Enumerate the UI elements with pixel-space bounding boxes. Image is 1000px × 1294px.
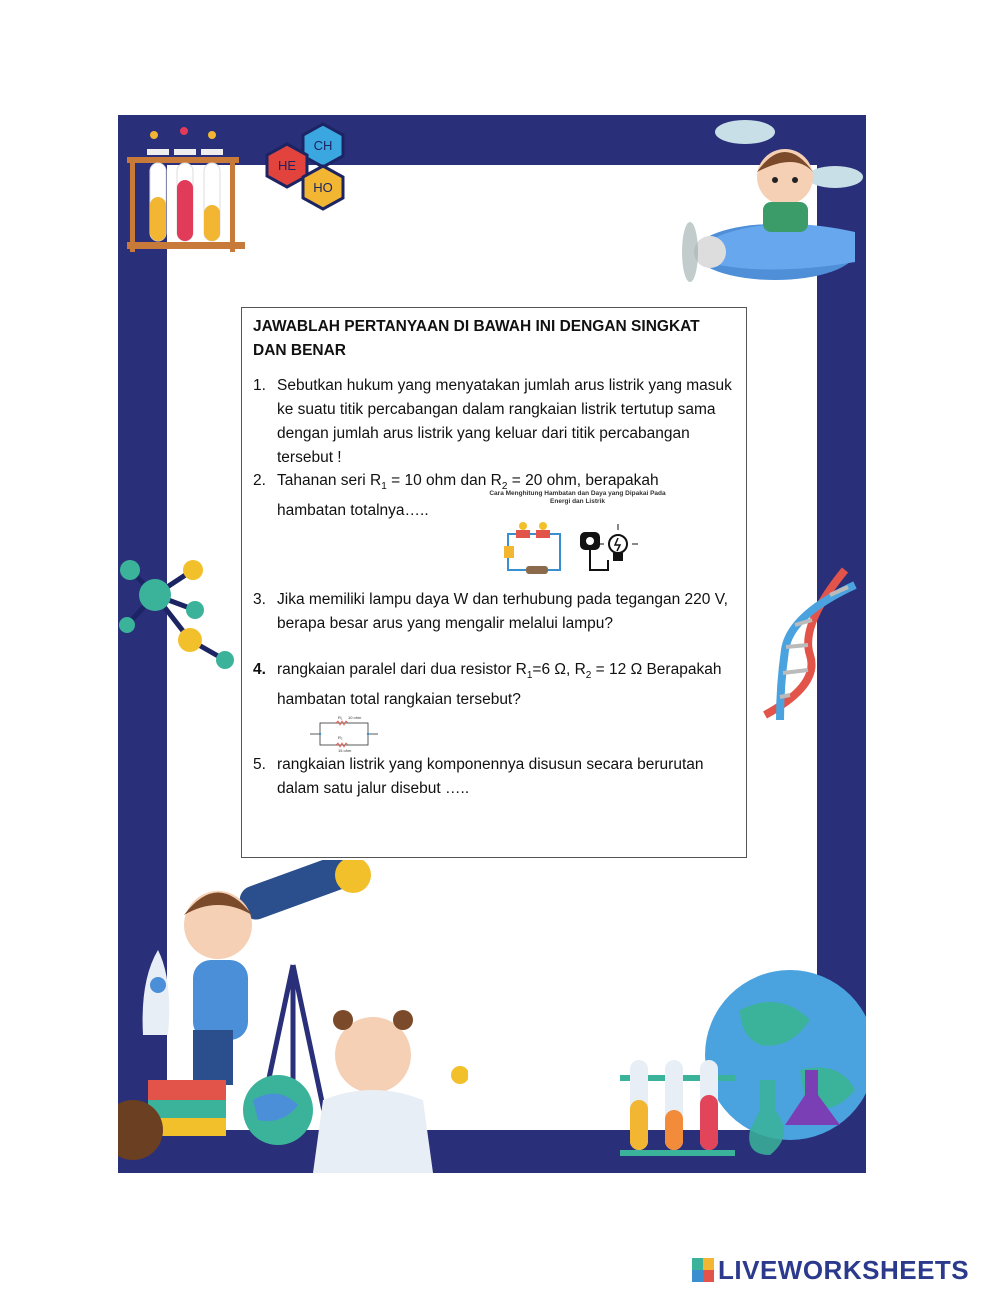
question-4: [253, 658, 738, 712]
question-5: [253, 753, 738, 801]
circuit-image: [500, 520, 640, 578]
liveworksheets-logo-icon: [692, 1258, 714, 1282]
test-tube-rack-icon: [122, 125, 247, 260]
liveworksheets-logo[interactable]: [692, 1253, 969, 1287]
r1-value: 10 ohm: [348, 715, 362, 720]
question-text: rangkaian listrik yang komponennya disusun secara berurutan dalam satu jalur disebut …..: [277, 756, 704, 797]
question-text: Tahanan seri $R_1 = 10$ ohm dan $R_2 = 20$ ohm, berapakah hambatan totalnya…..: [277, 472, 659, 520]
question-text: Jika memiliki lampu daya W dan terhubung pada tegangan 220 V, berapa besar arus yang mengalir melalui lampu?: [277, 591, 728, 632]
question-number: 2.: [253, 472, 266, 489]
hex-label-he: HE: [277, 158, 297, 173]
r2-label: R₂: [338, 735, 343, 740]
brand-name: LIVEWORKSHEETS: [718, 1254, 970, 1285]
question-number: 5.: [253, 756, 266, 773]
hex-label-ho: HO: [313, 180, 333, 195]
r1-label: R₁: [338, 715, 343, 720]
question-number: 1.: [253, 377, 266, 394]
dna-icon: [750, 565, 865, 725]
question-number: 3.: [253, 591, 266, 608]
molecule-icon: [115, 550, 235, 675]
worksheet-title: JAWABLAH PERTANYAAN DI BAWAH INI DENGAN SINGKAT DAN BENAR: [253, 318, 700, 359]
hex-label-ch: CH: [313, 138, 333, 153]
r2-value: 15 ohm: [338, 748, 352, 753]
airplane-girl-icon: [665, 112, 865, 297]
question-text: rangkaian paralel dari dua resistor $R_1=6$ Ω, $R_2 = 12$ Ω Berapakah hambatan total rangkaian tersebut?: [277, 661, 722, 709]
globe-flasks-illustration: [610, 960, 866, 1173]
question-number: 4.: [253, 661, 266, 678]
question-text: Sebutkan hukum yang menyatakan jumlah arus listrik yang masuk ke suatu titik percabangan dalam rangkaian listrik tertutup sama dengan jumlah arus listrik yang keluar dari titik percabangan tersebut !: [277, 377, 732, 466]
image-caption: Cara Menghitung Hambatan dan Daya yang Dipakai Pada Energi dan Listrik: [489, 490, 666, 505]
question-1: [253, 374, 738, 470]
chemistry-hexagon-icon: [255, 118, 355, 223]
kids-telescope-illustration: [118, 860, 468, 1173]
parallel-circuit-diagram: [308, 713, 380, 753]
question-3: [253, 588, 738, 636]
